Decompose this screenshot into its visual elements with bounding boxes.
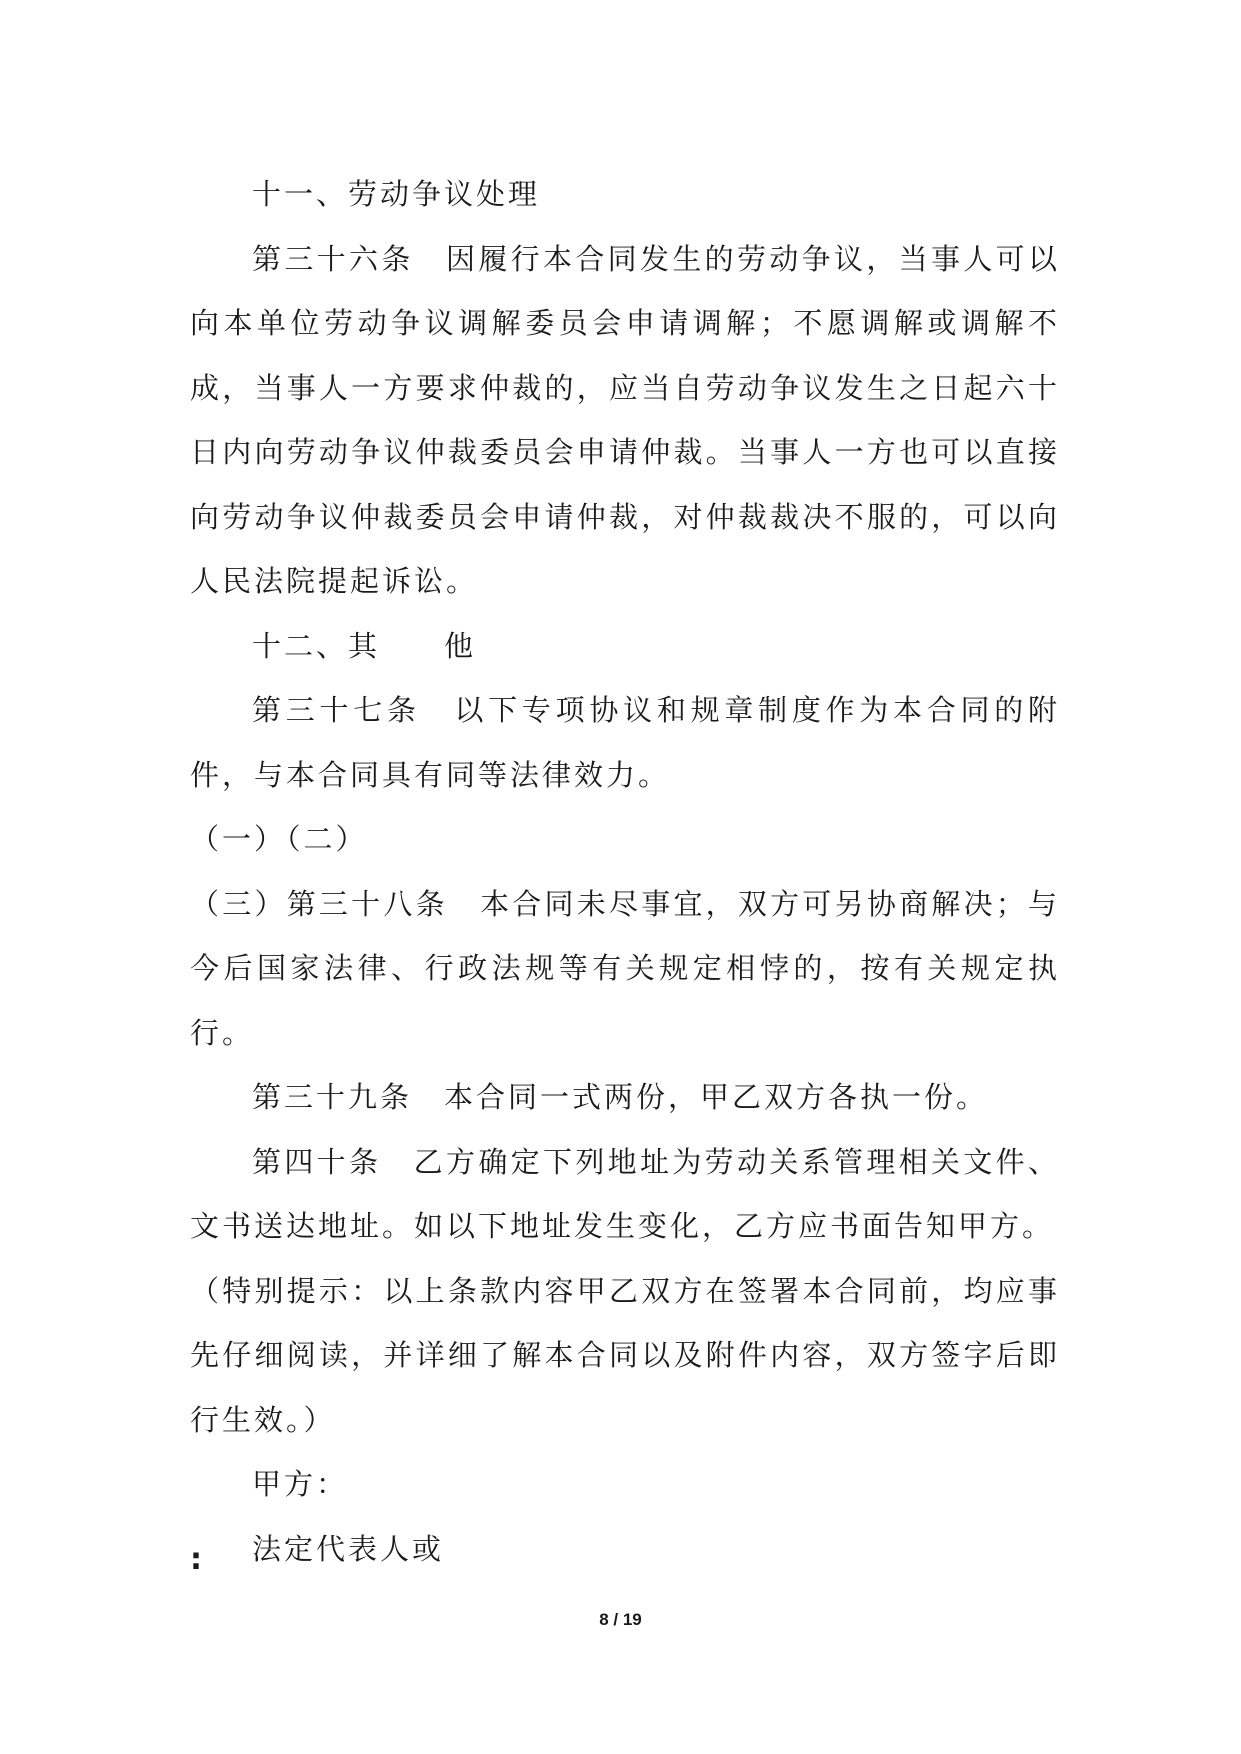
party-a-label: 甲方： [252,1467,349,1501]
article-40: 第四十条 乙方确定下列地址为劳动关系管理相关文件、文书送达地址。如以下地址发生变化，乙方应书面告知甲方。 [190,1144,1060,1243]
article-36: 第三十六条 因履行本合同发生的劳动争议，当事人可以向本单位劳动争议调解委员会申请调解；不愿调解或调解不成，当事人一方要求仲裁的，应当自劳动争议发生之日起六十日内向劳动争议仲裁委员会申请仲裁。当事人一方也可以直接向劳动争议仲裁委员会申请仲裁，对仲裁裁决不服的，可以向人民法院提起诉讼。 [190,241,1060,598]
legal-representative-label: 法定代表人或 [252,1531,445,1566]
article-37: 第三十七条 以下专项协议和规章制度作为本合同的附件，与本合同具有同等法律效力。 [190,693,1060,792]
trailing-colon: : [190,1542,202,1577]
special-notice: （特别提示：以上条款内容甲乙双方在签署本合同前，均应事先仔细阅读，并详细了解本合同以及附件内容，双方签字后即行生效。） [190,1273,1060,1437]
article-38: （三）第三十八条 本合同未尽事宜，双方可另协商解决；与今后国家法律、行政法规等有关规定相悖的，按有关规定执行。 [190,886,1060,1050]
document-body [190,162,1060,1581]
section-heading-other: 十二、其 他 [252,628,477,663]
section-heading-labor-dispute: 十一、劳动争议处理 [252,177,541,211]
attachment-items: （一）（二） [190,822,368,856]
page-number: 8 / 19 [599,1610,642,1629]
article-39: 第三十九条 本合同一式两份，甲乙双方各执一份。 [252,1080,989,1114]
